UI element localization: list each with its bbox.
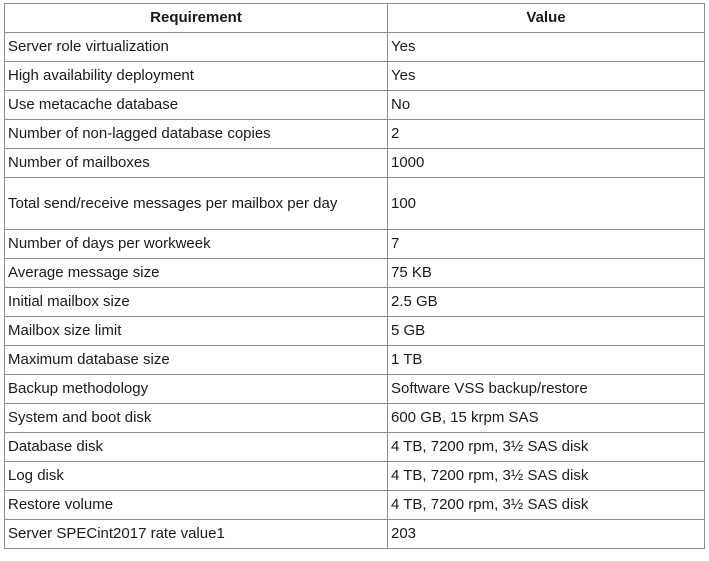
- value-cell: 75 KB: [388, 259, 705, 288]
- value-cell: 4 TB, 7200 rpm, 3½ SAS disk: [388, 433, 705, 462]
- table-row: [5, 433, 705, 462]
- requirement-cell: High availability deployment: [5, 62, 388, 91]
- value-cell: 100: [388, 178, 705, 230]
- requirement-cell: Database disk: [5, 433, 388, 462]
- header-value: Value: [388, 4, 705, 33]
- value-cell: 203: [388, 520, 705, 549]
- value-cell: Yes: [388, 33, 705, 62]
- requirement-cell: Number of mailboxes: [5, 149, 388, 178]
- requirement-cell: Total send/receive messages per mailbox per day: [5, 178, 388, 230]
- table-row: [5, 520, 705, 549]
- requirements-table: [4, 3, 705, 549]
- table-row: [5, 288, 705, 317]
- table-header-row: [5, 4, 705, 33]
- requirements-table-container: [4, 3, 705, 549]
- requirement-cell: Maximum database size: [5, 346, 388, 375]
- table-row: [5, 178, 705, 230]
- value-cell: Yes: [388, 62, 705, 91]
- table-row: [5, 230, 705, 259]
- value-cell: 2.5 GB: [388, 288, 705, 317]
- requirement-cell: Backup methodology: [5, 375, 388, 404]
- value-cell: 1000: [388, 149, 705, 178]
- requirement-cell: Server SPECint2017 rate value1: [5, 520, 388, 549]
- value-cell: 2: [388, 120, 705, 149]
- requirement-cell: Average message size: [5, 259, 388, 288]
- requirement-cell: Number of non-lagged database copies: [5, 120, 388, 149]
- requirement-cell: Initial mailbox size: [5, 288, 388, 317]
- table-row: [5, 149, 705, 178]
- requirement-cell: Log disk: [5, 462, 388, 491]
- value-cell: 4 TB, 7200 rpm, 3½ SAS disk: [388, 462, 705, 491]
- table-row: [5, 462, 705, 491]
- requirement-cell: Mailbox size limit: [5, 317, 388, 346]
- table-row: [5, 120, 705, 149]
- table-row: [5, 317, 705, 346]
- table-row: [5, 404, 705, 433]
- value-cell: No: [388, 91, 705, 120]
- table-row: [5, 491, 705, 520]
- table-row: [5, 62, 705, 91]
- value-cell: 7: [388, 230, 705, 259]
- requirement-cell: Number of days per workweek: [5, 230, 388, 259]
- table-row: [5, 346, 705, 375]
- value-cell: Software VSS backup/restore: [388, 375, 705, 404]
- table-row: [5, 33, 705, 62]
- table-row: [5, 259, 705, 288]
- requirement-cell: Restore volume: [5, 491, 388, 520]
- requirement-cell: Use metacache database: [5, 91, 388, 120]
- value-cell: 1 TB: [388, 346, 705, 375]
- requirement-cell: Server role virtualization: [5, 33, 388, 62]
- requirement-cell: System and boot disk: [5, 404, 388, 433]
- header-requirement: Requirement: [5, 4, 388, 33]
- value-cell: 4 TB, 7200 rpm, 3½ SAS disk: [388, 491, 705, 520]
- table-row: [5, 91, 705, 120]
- table-row: [5, 375, 705, 404]
- value-cell: 600 GB, 15 krpm SAS: [388, 404, 705, 433]
- value-cell: 5 GB: [388, 317, 705, 346]
